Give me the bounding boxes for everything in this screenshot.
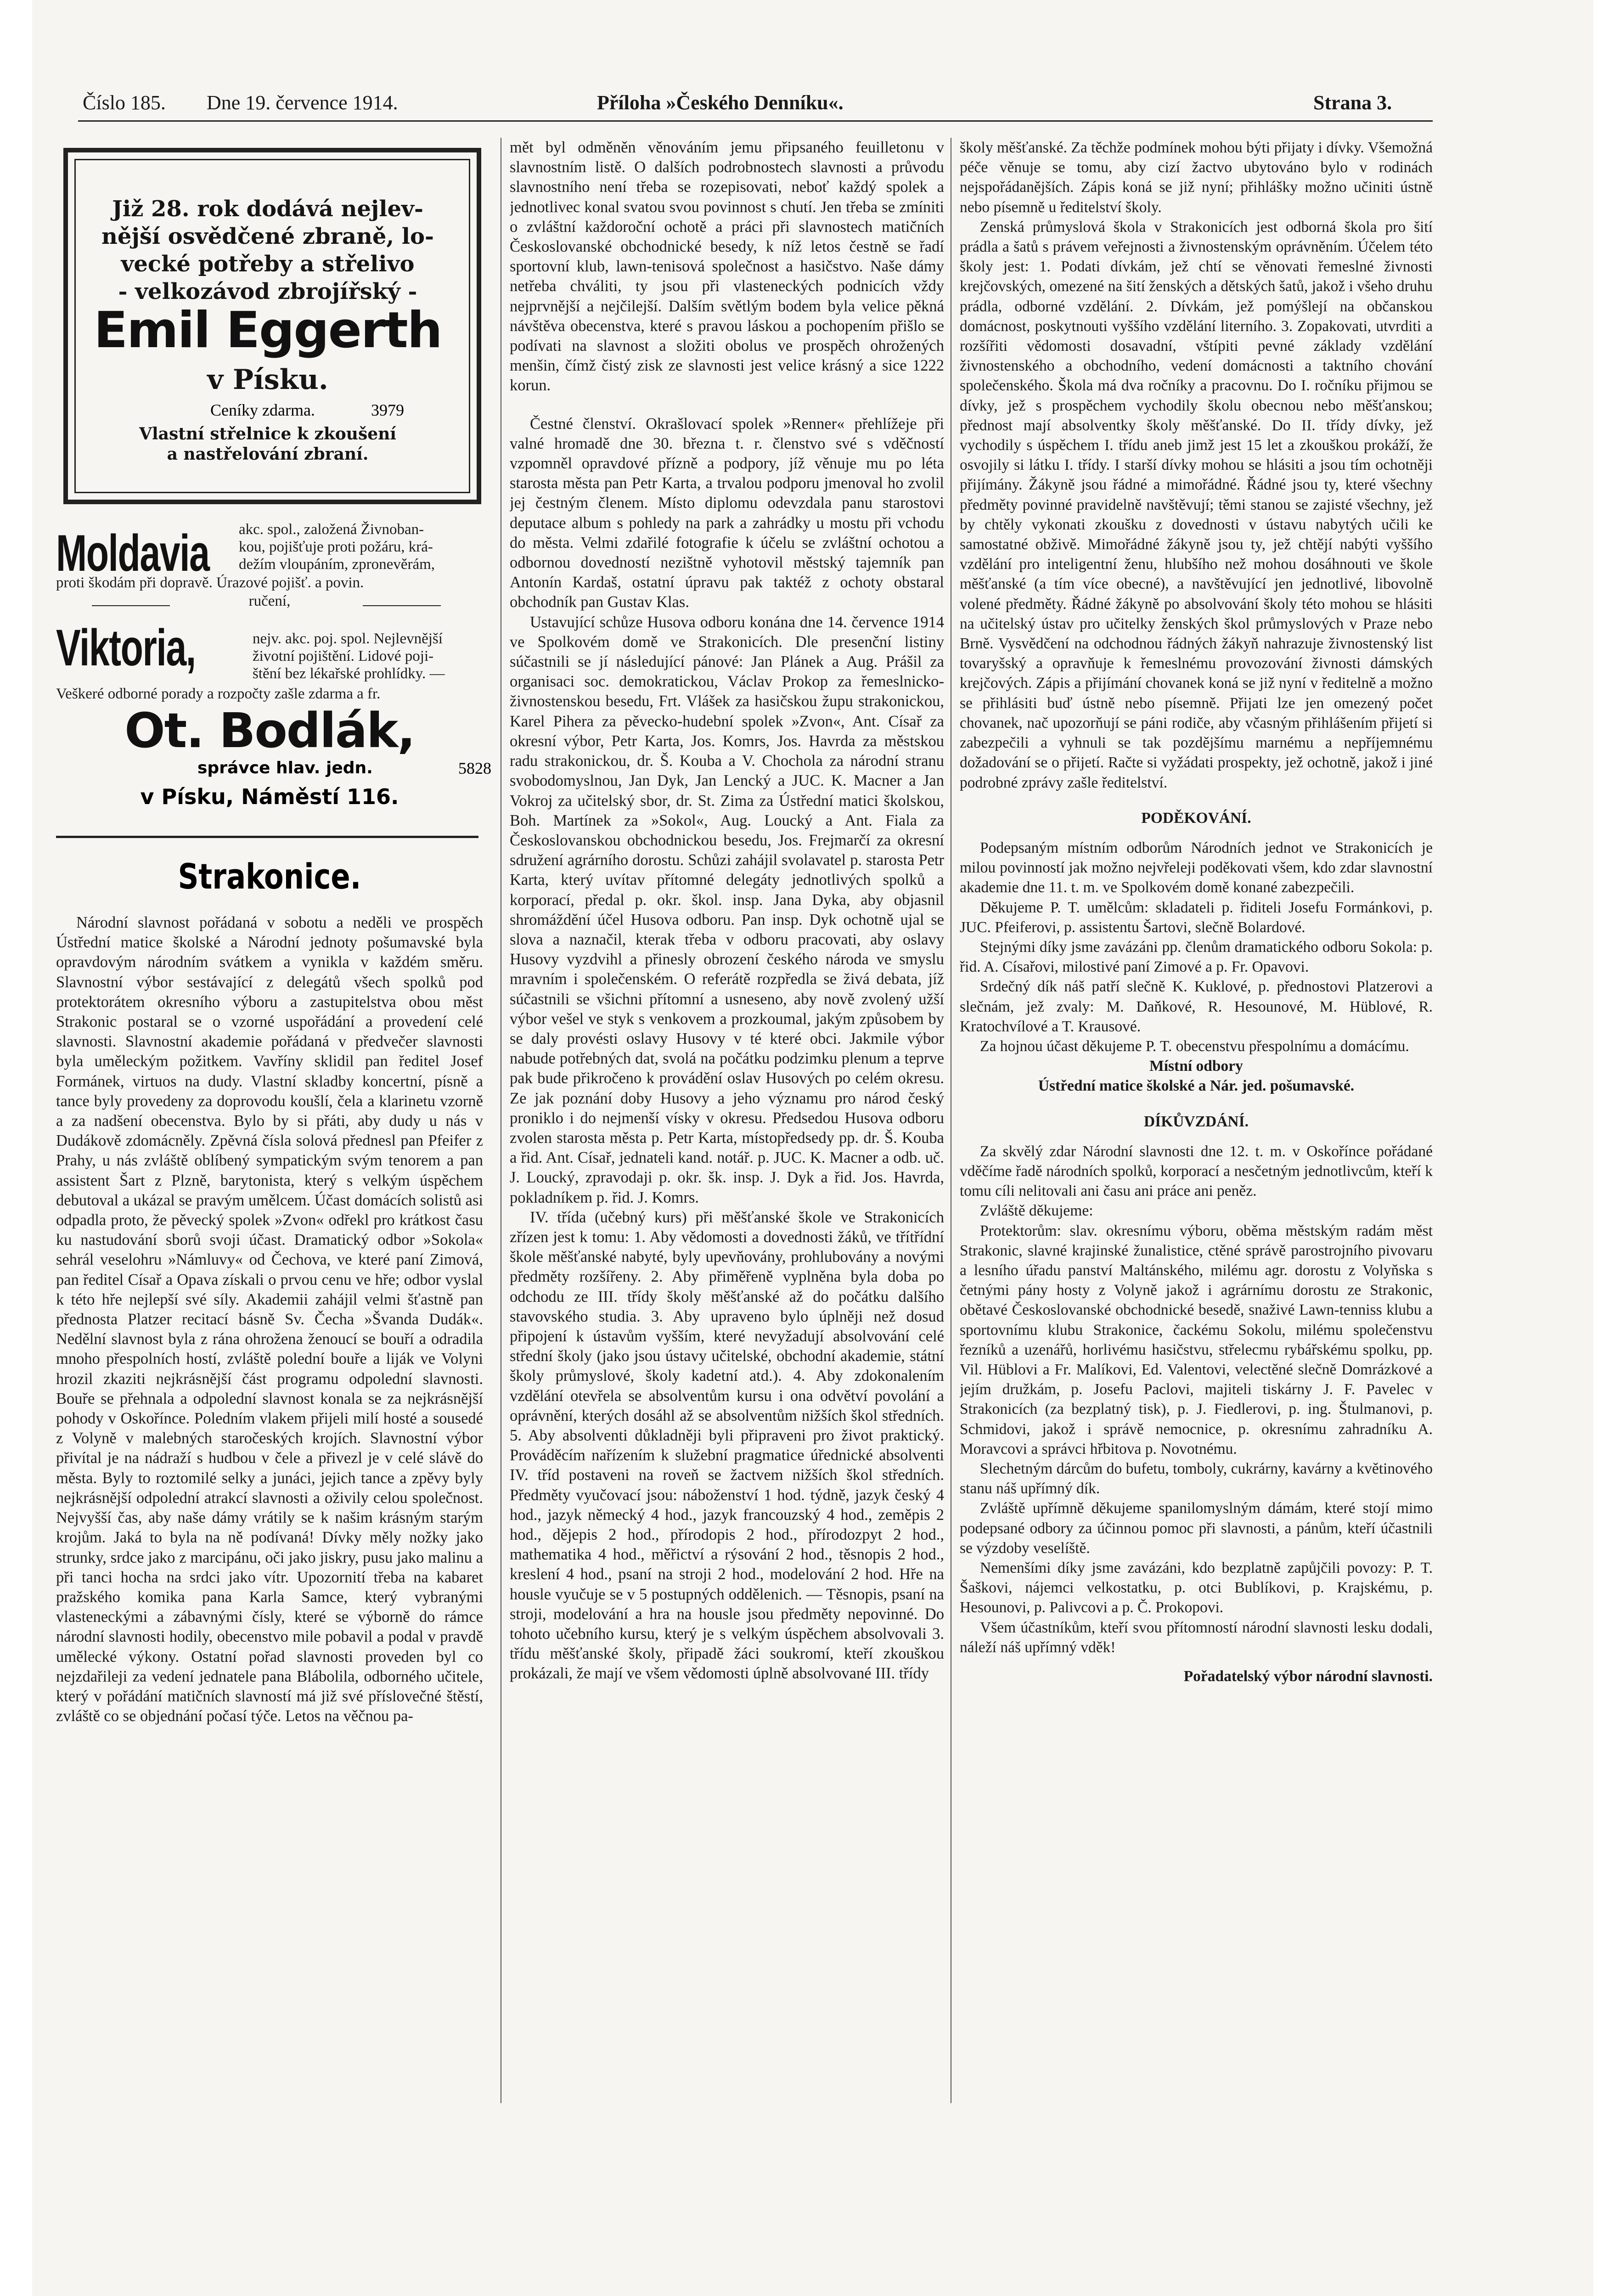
ad-catalog: Ceníky zdarma. xyxy=(210,401,315,419)
section-heading: Strakonice. xyxy=(178,856,361,897)
ad-company-name: Emil Eggerth xyxy=(94,302,442,359)
article-paragraph: Národní slavnost pořádaná v sobotu a neděli ve prospěch Ústřední matice školské a Národní jednoty pošumavské byla opravdovým národním svátkem a vynikla v každém směru. Slavnostní výbor sestávající z delegátů všech spolků pod protektorátem okresního výboru a zastupitelstva obou měst Strakonic postaral se o vzorné uspořádání a provedení celé slavnosti. Slavnostní akademie pořádaná v předvečer slavnosti byla uměleckým požitkem. Vavříny sklidil pan ředitel Josef Formánek, virtuos na dudy. Vlastní skladby koncertní, písně a tance byly provedeny za doprovodu koušlí, čela a klarinetu vzorně a za nadšení obecenstva. Bylo by si přáti, aby dudy u nás v Dudákově zdomácněly. Zpěvná čísla solová přednesl pan Pfeifer z Prahy, u nás zvláště oblíbený sympatickým svým tenorem a pan assistent Šart z Plzně, barytonista, který s velkým úspěchem debutoval a ukázal se pravým umělcem. Účast domácích solistů asi odpadla proto, že pěvecký spolek »Zvon« odřekl pro krátkost času ku nastudování sborů svoji účast. Dramatický odbor »Sokola« sehrál veselohru »Námluvy« od Čechova, ve které paní Zimová, pan ředitel Císař a Opava získali o prvou cenu ve hře; odbor vyslal k této hře nejlepší své síly. Akademii zahájil velmi šťastně pan přednosta Platzer recitací básně Sv. Čecha »Švanda Dudák«. Nedělní slavnost byla z rána ohrožena ženoucí se bouří a odradila mnoho přespolních hostí, zvláště polední bouře a liják ve Volyni hrozil zkaziti nejkrásnější část programu odpolední slavnosti. Bouře se přehnala a odpolední slavnost konala se za nejkrásnější pohody v Oskořínce. Poledním vlakem přijeli milí hosté a sousedé z Volyně v malebných staročeských krojích. Slavnostní výbor přivítal je na nádraží s hudbou v čele a přivezl je v celé slávě do města. Byly to roztomilé selky a junáci, jejich tance a zpěvy byly nejkrásnější odpolední atrakcí slavnosti a oživily celou společnost. Nejvyšší čas, aby naše dámy vrátily se k našim krásným starým krojům. Jaká to byla na ně podívaná! Dívky měly nožky jako strunky, srdce jako z marcipánu, oči jako jiskry, pusu jako malinu a při tanci hocha na srdci jako vítr. Upozornití třeba na kabaret pražského komika pana Karla Samce, který vybranými vlasteneckými a zábavnými čísly, které se výborně do rámce národní slavnosti hodily, obecenstvo mile pobavil a podal v pravdě umělecké výkony. Ostatní pořad slavnosti proveden byl co nejzdařileji za vedení jednatele pana Blábolila, odborného učitele, který v pořádání matičních slavností má již své příslovečné štěstí, zvláště co se objednání počasí týče. Letos na věčnou pa- xyxy=(56,914,483,1725)
ad-number: 3979 xyxy=(371,401,404,419)
thanks-paragraph: Stejnými díky jsme zavázáni pp. členům dramatického odboru Sokola: p. řid. A. Císařovi, milostivé paní Zimové a p. Fr. Opavovi. xyxy=(960,938,1433,976)
gratitude-paragraph: Slechetným dárcům do bufetu, tomboly, cukrárny, kavárny a květinového stanu náš upřímný dík. xyxy=(960,1460,1433,1497)
thanks-heading: PODĚKOVÁNÍ. xyxy=(1141,809,1251,827)
gratitude-paragraph: Protektorům: slav. okresnímu výboru, oběma městským radám měst Strakonic, slavné krajinské žunalistice, ctěné správě parostrojního pivovaru a lesního úřadu panství Maltánského, milému agr. dorostu z Volyňska s četnými pány hosty z Volyně jakož i agrárnímu dorostu ze Strakonic, obětavé Českoslovanské obchodnické besedě, snaživé Lawn-tenniss klubu a sportovnímu klubu Strakonice, čackému Sokolu, milému společenstvu řezníků a uzenářů, horlivému hasičstvu, střelecmu rybářskému spolku, pp. Vil. Hüblovi a Fr. Malíkovi, Ed. Valentovi, velectěné slečně Domrázkové a jejím družkám, p. Josefu Paclovi, majiteli tiskárny J. F. Pavelec v Strakonicích (za bezplatný tisk), p. J. Fiedlerovi, p. ing. Štulmanovi, p. Schmidovi, jakož i správě nemocnice, p. okresnímu zahradníku A. Moravcovi a správci hřbitova p. Novotnému. xyxy=(960,1222,1433,1458)
gratitude-paragraph: Všem účastníkům, kteří svou přítomností národní slavnosti lesku dodali, náleží náš upřímný vděk! xyxy=(960,1619,1433,1656)
article-paragraph: Zenská průmyslová škola v Strakonicích jest odborná škola pro šití prádla a šatů s právem veřejnosti a živnostenským oprávněním. Účelem této školy jest: 1. Podati dívkám, jež chtí se věnovati řemeslné živnosti krejčovských, omezené na šití ženských a dětských šatů, jakož i všeho druhu prádla, odborné vzdělání. 2. Dívkám, jež pomýšlejí na občanskou domácnost, poskytnouti vyššího vzdělání literního. 3. Zopakovati, utvrditi a rozšířiti vědomosti dosavadní, vštípiti pevné základy vzdělání živnostenského a obchodního, vedení domácnosti a taktního chování společenského. Škola má dva ročníky a pracovnu. Do I. ročníku přijmou se dívky, jež s prospěchem vychodily školu obecnou nebo měšťanskou; přednost mají absolventky školy měšťanské. Do II. třídy dívky, jež vychodily s úspěchem I. třídu aneb jimž jest 15 let a zkouškou prokáží, že osvojily si látku I. třídy. I starší dívky mohou se hlásiti a jsou tím ochotněji přijímány. Žákyně jsou řádné a mimořádné. Řádné jsou ty, které všechny předměty povinné pravidelně navštěvují; těmi stanou se zajisté všechny, jež by chtěly vykonati zkoušku z dovednosti v ústavu nabytých učili ke samostatné obživě. Mimořádné žákyně jsou ty, jež chtějí nabýti vyššího vzdělání pro inteligentní ženu, hlubšího než mohou dosáhnouti ve škole měšťanské (a tím více obecné), a navštěvující jen jednotlivé, libovolně volené předměty. Řádné žákyně po absolvování školy této mohou se hlásiti na učitelský ústav pro učitelky ženských škol průmyslových v Praze nebo Brně. Vysvědčení na odchodnou řádných žákyň nahrazuje živnostenský list tovaryšský a opravňuje k řemeslnému provozování živnosti dámských krejčových. Zápis a přijímání chovanek koná se již nyní v ředitelně a možno se přihlásiti buď ústně nebo písemně. Přijati lze jen omezený počet chovanek, nač upozorňují se páni rodiče, aby včasným přihlášením přijetí si zabezpečili a vyhnuli se tak pozdějšímu marnému a nepříjemnému dožadování se o přijetí. Račte si vyžádati prospekty, jež ochotně, jakož i jiné podrobné zprávy zašle ředitelství. xyxy=(960,218,1433,791)
ad-text: Již 28. rok dodává nejlev- xyxy=(112,196,423,222)
header-rule xyxy=(78,120,1433,122)
gratitude-heading: DÍKŮVZDÁNÍ. xyxy=(1143,1113,1249,1130)
gratitude-signature: Pořadatelský výbor národní slavnosti. xyxy=(1183,1668,1433,1685)
moldavia-name: Moldavia xyxy=(56,524,209,582)
ad-note: Vlastní střelnice k zkoušení xyxy=(139,424,396,444)
thanks-signature: Místní odbory xyxy=(1149,1058,1243,1075)
viktoria-text xyxy=(253,630,478,682)
ad-text: - velkozávod zbrojířský - xyxy=(118,279,417,304)
thanks-paragraph: Za hojnou účast děkujeme P. T. obecenstvu přespolnímu a domácímu. xyxy=(980,1037,1409,1055)
eggerth-advertisement xyxy=(63,148,481,504)
thanks-paragraph: Srdečný dík náš patří slečně K. Kuklové, p. přednostovi Platzerovi a slečnám, jež zvaly: M. Daňkové, R. Hesounové, M. Hüblové, R. Kratochvílové a T. Krausové. xyxy=(960,978,1433,1035)
ad-text: vecké potřeby a střelivo xyxy=(121,251,415,277)
gratitude-paragraph: Za skvělý zdar Národní slavnosti dne 12. t. m. v Oskořínce pořádané vděčíme řadě národních spolků, korporací a nesčetným jednotlivcům, kteří k tomu cíli nelitovali ani času ani práce ani peněz. xyxy=(960,1142,1433,1200)
viktoria-line: nejv. akc. poj. spol. Nejlevnější xyxy=(253,630,443,647)
moldavia-line: ručení, xyxy=(248,593,291,609)
moldavia-line: proti škodám při dopravě. Úrazové pojišť. a povin. xyxy=(56,574,364,591)
viktoria-line: štění bez lékařské prohlídky. — xyxy=(253,665,445,682)
moldavia-text xyxy=(239,521,478,573)
ad-divider xyxy=(363,605,441,606)
issue-number: Číslo 185. xyxy=(83,91,166,114)
gratitude-paragraph: Nemenšími díky jsme zavázáni, kdo bezplatně zapůjčili povozy: P. T. Šaškovi, nájemci velkostatku, p. otci Bublíkovi, p. Krajskému, p. Hesounovi, p. Palivcovi a p. Č. Prokopovi. xyxy=(960,1559,1433,1616)
thanks-paragraph: Děkujeme P. T. umělcům: skladateli p. řiditeli Josefu Formánkovi, p. JUC. Pfeiferovi, p. assistentu Šartovi, slečně Bolardové. xyxy=(960,899,1433,936)
article-paragraph: mět byl odměněn věnováním jemu připsaného feuilletonu v slavnostním listě. O dalších podrobnostech slavnosti a průvodu slavnostního není třeba se rozepisovati, neboť každý spolek a jednotlivec konal svatou svou povinnost s chutí. Jen třeba se zmíniti o zvláštní každoroční ochotě a práci při slavnostech matičních Českoslovanské obchodnické besedy, k níž letos čestně se řadí sportovní klub, lawn-tenisová společnost a hasičstvo. Naše dámy netřeba chváliti, ty jsou při vlasteneckých podnicích vždy nejprvnější a nejčilejší. Dalším světlým bodem byla velice pěkná návštěva obecenstva, které s pravou láskou a pochopením přišlo se podívati na slavnost a složiti obolus ve prospěch ohrožených menšin, čímž čistý zisk ze slavnosti jest velice krásný a sice 1222 korun. xyxy=(510,139,944,394)
ad-note: a nastřelování zbraní. xyxy=(167,445,369,464)
gratitude-paragraph: Zvláště děkujeme: xyxy=(980,1202,1093,1220)
agent-name: Ot. Bodlák, xyxy=(124,703,415,759)
article-paragraph: školy měšťanské. Za těchže podmínek mohou býti přijaty i dívky. Všemožná péče věnuje se tomu, aby cizí žactvo ubytováno bylo v rodinách nejspořádanějších. Zápis koná se již nyní; přihlášky možno učiniti ústně nebo písemně u ředitelství školy. xyxy=(960,139,1433,216)
article-column-2 xyxy=(510,138,944,2126)
article-paragraph: Čestné členství. Okrašlovací spolek »Renner« přehlížeje při valné hromadě dne 30. března t. r. členstvo své s vděčností vzpomněl opravdové přízně a podpory, jíž věnuje mu po léta starosta města pan Petr Karta, a trvalou podporu jmenoval ho zvolil jej čestným členem. Místo diplomu odevzdala panu starostovi deputace album s pohledy na park a zahrádky u mostu při vchodu do města. Velmi zdařilé fotografie k účelu se zvláštní ochotou a odbornou dovedností nezištně vyhotovil městský tajemník pan Antonín Kardaš, ostatní úpravu pak taktéž z ochoty obstaral obchodník pan Gustav Klas. xyxy=(510,415,944,611)
supplement-title: Příloha »Českého Denníku«. xyxy=(597,91,844,114)
article-column-3 xyxy=(960,138,1433,2126)
agent-address: v Písku, Náměstí 116. xyxy=(140,784,399,809)
issue-date: Dne 19. července 1914. xyxy=(207,91,398,114)
viktoria-line: životní pojištění. Lidové poji- xyxy=(253,648,434,664)
ad-city: v Písku. xyxy=(207,364,328,396)
moldavia-line: kou, pojišťuje proti požáru, krá- xyxy=(239,539,433,555)
ad-text: nější osvědčené zbraně, lo- xyxy=(101,224,434,249)
agent-role: správce hlav. jedn. xyxy=(197,759,373,777)
thanks-signature: Ústřední matice školské a Nár. jed. pošumavské. xyxy=(1038,1077,1355,1095)
ad-divider xyxy=(92,605,170,606)
agent-number: 5828 xyxy=(458,759,491,777)
page-margin xyxy=(0,0,32,2296)
section-rule xyxy=(56,836,478,838)
page-number: Strana 3. xyxy=(1313,91,1392,114)
newspaper-page xyxy=(32,0,1593,2296)
article-column-1 xyxy=(56,913,483,2125)
moldavia-line: akc. spol., založená Živnoban- xyxy=(239,521,424,538)
moldavia-line: dežím vloupáním, zpronevěrám, xyxy=(239,556,435,573)
viktoria-name: Viktoria, xyxy=(56,619,196,676)
article-paragraph: IV. třída (učebný kurs) při měšťanské škole ve Strakonicích zřízen jest k tomu: 1. Aby vědomosti a dovednosti žáků, ve třítřídní škole měšťanské nabyté, byly upevňovány, prohlubovány a novými předměty rozšířeny. 2. Aby přiměřeně vyplněna byla doba po odchodu ze III. třídy školy měšťanské až do počátku dalšího stavovského studia. 3. Aby upraveno bylo úplněji než dosud připojení k ústavům vyšším, které nevyžadují absolvování celé střední školy (jako jsou ústavy učitelské, obchodní akademie, státní školy průmyslové, školy kadetní atd.). 4. Aby zdokonalením vzdělání otevřela se absolventům kursu i ona odvětví povolání a oprávnění, kterých dosáhl až se absolventům nižších škol středních. 5. Aby absolventi důkladněji byli připraveni pro život praktický. Prováděcím nařízením k služební pragmatice úřednické absolventi IV. tříd postaveni na roveň se žactvem nižších škol středních. Předměty vyučovací jsou: náboženství 1 hod. týdně, jazyk český 4 hod., jazyk německý 4 hod., jazyk francouzský 4 hod., zeměpis 2 hod., dějepis 2 hod., přírodopis 2 hod., přírodozpyt 2 hod., mathematika 4 hod., měřictví a rýsování 2 hod., těsnopis 2 hod., kreslení 4 hod., psaní na stroji 2 hod., modelování 2 hod. Hře na housle vyučuje se v 5 postupných oddělenich. — Těsnopis, psaní na stroji, modelování a hra na housle jsou předměty nepovinné. Do tohoto učebního kursu, který je s velkým úspěchem absolvovali 3. třídu měšťanské školy, připadě žáci soukromí, kteří zkouškou prokázali, že mají ve všem vědomosti úplně absolvované III. třídy xyxy=(510,1208,944,1683)
viktoria-line: Veškeré odborné porady a rozpočty zašle zdarma a fr. xyxy=(56,686,381,702)
gratitude-paragraph: Zvláště upřímně děkujeme spanilomyslným dámám, které stojí mimo podepsané odbory za účinnou pomoc při slavnosti, a pánům, kteří účastnili se výzdoby veselíště. xyxy=(960,1500,1433,1557)
thanks-paragraph: Podepsaným místním odborům Národních jednot ve Strakonicích je milou povinností jak možno nejvřeleji poděkovati všem, kdo zdar slavnostní akademie dne 11. t. m. ve Spolkovém domě konané zabezpečili. xyxy=(960,839,1433,896)
article-paragraph: Ustavující schůze Husova odboru konána dne 14. července 1914 ve Spolkovém domě ve Strakonicích. Dle presenční listiny súčastnili se jí následující pánové: Jan Plánek a Aug. Prášil za organisaci soc. demokratickou, Václav Prokop za řemeslnicko-živnostenskou besedu, Frt. Vlášek za hasičskou župu strakonickou, Karel Pihera za pěvecko-hudební spolek »Zvon«, Ant. Císař za okresní výbor, Petr Karta, Jos. Komrs, Jos. Havrda za městskou radu strakonickou, dr. Š. Kouba a V. Chochola za národní stranu svobodomyslnou, Jan Dyk, Jan Lencký a JUC. K. Macner a Jan Vokroj za učitelský sbor, dr. St. Zima za Ústřední matici školskou, Boh. Martínek za »Sokol«, Aug. Loucký a Ant. Fiala za Českoslovanskou obchodnickou besedu, Jos. Frejmarčí za okresní sdružení agrárního dorostu. Schůzi zahájil svolavatel p. starosta Petr Karta, který uvítav přítomné delegáty jednotlivých spolků a korporací, předal p. okr. škol. insp. Jana Dyka, aby objasnil shromáždění účel Husova odboru. Pan insp. Dyk ochotně ujal se slova a naznačil, kterak třeba v odboru pracovati, aby oslavy Husovy vyzdvihl a přinesly obrození českého národa ve smyslu mravním i společenském. O referátě rozpředla se živá debata, jíž súčastnili se všichni přítomní a usneseno, aby nově zvolený užší výbor vešel ve styk s venkovem a prozkoumal, jakým způsobem by se daly provésti oslavy Husovy v té které obci. Jakmile výbor nabude potřebných dat, svolá na počátku podzimku plenum a teprve pak bude přikročeno k provádění oslav Husových po celém okresu. Ze jak poznání doby Husovy a jeho významu pro národ český proniklo i do nejmenší vísky v okresu. Předsedou Husova odboru zvolen starosta města p. Petr Karta, místopředsedy pp. dr. Š. Kouba a řid. Ant. Císař, jednateli kand. notář. p. JUC. K. Macner a odb. uč. J. Loucký, zpravodaji p. okr. šk. insp. J. Dyk a řid. Jos. Havrda, pokladníkem p. řid. J. Komrs. xyxy=(510,613,944,1206)
